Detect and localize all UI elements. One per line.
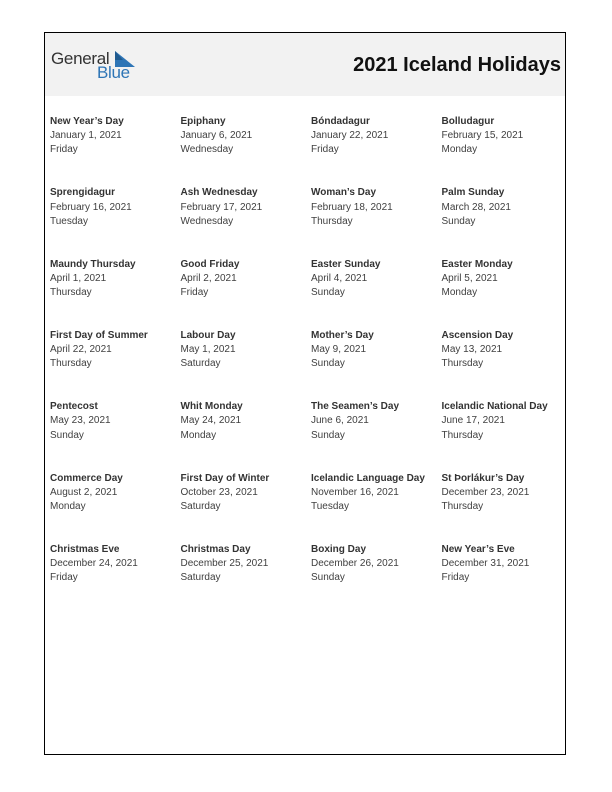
holiday-date: January 22, 2021	[311, 130, 389, 142]
holiday-date: May 9, 2021	[311, 344, 367, 356]
holiday-name: New Year’s Eve	[441, 543, 515, 555]
holiday-item	[311, 186, 439, 229]
holiday-item	[181, 329, 309, 372]
holiday-name: Labour Day	[180, 329, 236, 341]
holiday-name: Mother’s Day	[311, 329, 374, 341]
holiday-weekday: Wednesday	[180, 215, 234, 227]
holiday-date: April 4, 2021	[311, 272, 368, 284]
holiday-name: New Year’s Day	[50, 116, 124, 127]
holiday-item	[50, 186, 178, 229]
holiday-item	[181, 186, 309, 229]
holiday-weekday: Wednesday	[180, 144, 234, 156]
holiday-weekday: Sunday	[311, 358, 345, 370]
holiday-name: Whit Monday	[180, 401, 243, 413]
holiday-weekday: Saturday	[180, 572, 221, 584]
holiday-item	[442, 186, 570, 229]
holiday-name: St Þorlákur’s Day	[441, 472, 525, 484]
holiday-item	[50, 329, 178, 372]
holiday-weekday: Sunday	[50, 429, 84, 441]
holiday-weekday: Thursday	[50, 358, 92, 370]
holiday-date: December 31, 2021	[441, 558, 530, 569]
holiday-date: February 17, 2021	[180, 201, 263, 213]
holiday-date: May 23, 2021	[50, 415, 111, 427]
holiday-weekday: Saturday	[180, 500, 221, 512]
holiday-item	[181, 543, 309, 586]
holiday-name: Pentecost	[50, 401, 98, 413]
holiday-name: Bóndadagur	[311, 116, 370, 127]
logo-word-general: General	[51, 49, 110, 68]
header-band	[45, 33, 565, 96]
holiday-item	[50, 115, 178, 158]
holiday-date: December 25, 2021	[180, 558, 269, 569]
holiday-item	[181, 472, 309, 515]
holiday-item	[181, 400, 309, 443]
holiday-item	[50, 472, 178, 515]
holiday-date: April 1, 2021	[50, 272, 107, 284]
holiday-weekday: Friday	[311, 144, 339, 156]
holiday-weekday: Thursday	[441, 358, 484, 370]
holiday-name: Icelandic National Day	[441, 401, 548, 413]
holiday-weekday: Tuesday	[50, 215, 88, 227]
holiday-item	[442, 543, 570, 586]
holiday-name: Christmas Day	[180, 543, 251, 555]
holiday-weekday: Monday	[441, 144, 478, 156]
holiday-weekday: Sunday	[441, 215, 476, 227]
holiday-weekday: Thursday	[441, 500, 484, 512]
holiday-weekday: Saturday	[180, 358, 221, 370]
holiday-weekday: Thursday	[441, 429, 484, 441]
holiday-date: April 2, 2021	[180, 272, 237, 284]
holiday-name: Good Friday	[180, 258, 240, 270]
holiday-date: January 6, 2021	[180, 130, 253, 142]
holiday-item	[181, 115, 309, 158]
holiday-name: First Day of Winter	[180, 472, 270, 484]
holiday-item	[50, 543, 178, 586]
logo-word-blue: Blue	[97, 63, 130, 82]
holiday-name: Icelandic Language Day	[311, 472, 425, 484]
holiday-weekday: Monday	[180, 429, 217, 441]
holiday-weekday: Monday	[441, 287, 478, 298]
holiday-date: May 1, 2021	[180, 344, 236, 356]
holiday-date: May 13, 2021	[441, 344, 503, 356]
holiday-name: Boxing Day	[311, 543, 367, 555]
holiday-name: The Seamen’s Day	[311, 401, 400, 413]
holiday-date: April 5, 2021	[441, 272, 498, 284]
holiday-item	[50, 400, 178, 443]
holiday-item	[311, 115, 439, 158]
holiday-weekday: Sunday	[311, 429, 345, 441]
holiday-name: Commerce Day	[50, 472, 123, 484]
holiday-name: Palm Sunday	[441, 187, 505, 199]
holiday-weekday: Thursday	[311, 215, 353, 227]
holiday-date: May 24, 2021	[180, 415, 242, 427]
holiday-weekday: Friday	[441, 572, 470, 584]
holiday-name: Maundy Thursday	[50, 258, 136, 270]
holiday-weekday: Sunday	[311, 287, 345, 298]
holiday-item	[442, 115, 570, 158]
holiday-date: June 6, 2021	[311, 415, 369, 427]
holiday-date: November 16, 2021	[311, 486, 399, 498]
holiday-item	[442, 400, 570, 443]
holiday-name: Ascension Day	[441, 329, 514, 341]
holiday-item	[442, 329, 570, 372]
holiday-date: December 23, 2021	[441, 486, 530, 498]
brand-logo[interactable]	[51, 49, 141, 83]
holiday-date: February 18, 2021	[311, 201, 393, 213]
holiday-item	[311, 472, 439, 515]
holiday-name: Woman’s Day	[311, 187, 377, 199]
holiday-weekday: Tuesday	[311, 500, 349, 512]
page-frame	[44, 32, 566, 755]
holiday-date: February 16, 2021	[50, 201, 132, 213]
holiday-date: January 1, 2021	[50, 130, 122, 142]
page-title: 2021 Iceland Holidays	[353, 54, 561, 76]
holiday-name: Sprengidagur	[50, 187, 116, 199]
holiday-weekday: Friday	[50, 144, 78, 156]
holiday-item	[181, 258, 309, 301]
holiday-item	[311, 543, 439, 586]
holiday-item	[311, 400, 439, 443]
holiday-date: October 23, 2021	[180, 486, 258, 498]
holiday-item	[442, 472, 570, 515]
holiday-date: April 22, 2021	[50, 344, 112, 356]
holiday-name: First Day of Summer	[50, 329, 148, 341]
holiday-name: Easter Sunday	[311, 258, 381, 270]
holiday-date: August 2, 2021	[50, 486, 118, 498]
holiday-name: Easter Monday	[441, 258, 513, 270]
holiday-date: December 26, 2021	[311, 558, 399, 569]
holiday-weekday: Friday	[180, 287, 209, 298]
holiday-item	[311, 258, 439, 301]
holiday-weekday: Sunday	[311, 572, 345, 584]
holiday-date: February 15, 2021	[441, 130, 524, 142]
holiday-item	[311, 329, 439, 372]
holiday-item	[50, 258, 178, 301]
holiday-weekday: Thursday	[50, 287, 92, 298]
holiday-name: Ash Wednesday	[180, 187, 258, 199]
holiday-name: Bolludagur	[441, 116, 495, 127]
holiday-name: Christmas Eve	[50, 543, 120, 555]
holiday-weekday: Friday	[50, 572, 78, 584]
holiday-item	[442, 258, 570, 301]
holiday-name: Epiphany	[180, 116, 226, 127]
holiday-weekday: Monday	[50, 500, 86, 512]
holiday-date: December 24, 2021	[50, 558, 138, 569]
holiday-date: June 17, 2021	[441, 415, 505, 427]
holiday-date: March 28, 2021	[441, 201, 511, 213]
